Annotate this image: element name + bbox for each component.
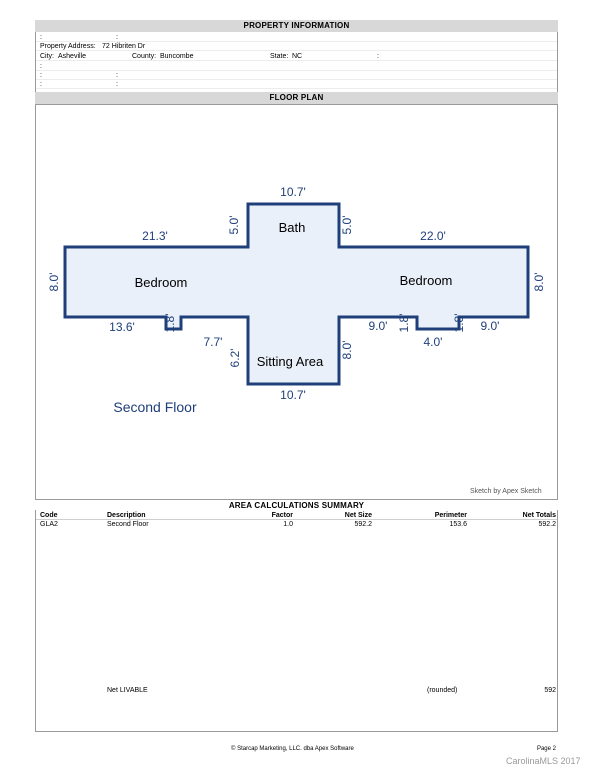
area-calc-header: AREA CALCULATIONS SUMMARY [35, 499, 558, 510]
cell-factor: 1.0 [283, 521, 293, 528]
net-livable-rounded-label: (rounded) [427, 687, 458, 694]
dimension-label: 5.0' [340, 215, 354, 235]
dimension-label: 8.0' [47, 272, 61, 292]
copyright-text: © Starcap Marketing, LLC. dba Apex Software [231, 746, 354, 752]
dimension-label: 21.3' [142, 229, 168, 243]
cell-perimeter: 153.6 [449, 521, 467, 528]
dimension-label: 8.0' [340, 340, 354, 360]
dimension-label: 9.0' [480, 319, 500, 333]
cell-net-size: 592.2 [354, 521, 372, 528]
floor-name-label: Second Floor [113, 399, 197, 415]
property-colon: : [116, 81, 118, 88]
dimension-label: 4.0' [423, 335, 443, 349]
dimension-label: 10.7' [280, 388, 306, 402]
column-header-description: Description [107, 512, 146, 519]
sketch-credit: Sketch by Apex Sketch [470, 488, 542, 495]
table-row [36, 520, 557, 529]
page-number: Page 2 [536, 746, 556, 752]
floor-plan-header: FLOOR PLAN [35, 92, 558, 104]
column-header-code: Code [40, 512, 58, 519]
room-label-bath: Bath [278, 220, 306, 235]
column-header-factor: Factor [271, 512, 293, 519]
net-livable-row [36, 686, 557, 695]
room-label-bedroom-right: Bedroom [399, 273, 453, 288]
dimension-label: 1.8' [163, 313, 177, 333]
property-colon: : [116, 34, 118, 41]
area-calc-column-headers [36, 511, 557, 520]
address-value: 72 Hibriten Dr [102, 43, 146, 50]
property-colon: : [116, 72, 118, 79]
property-colon: : [40, 63, 42, 70]
state-label: State: [270, 53, 289, 60]
column-header-perimeter: Perimeter [434, 512, 467, 519]
dimension-label: 1.8' [452, 313, 466, 333]
dimension-label: 6.2' [228, 348, 242, 368]
net-livable-value: 592 [544, 687, 556, 694]
dimension-label: 9.0' [368, 319, 388, 333]
city-value: Asheville [58, 53, 87, 60]
dimension-label: 5.0' [227, 215, 241, 235]
dimension-label: 8.0' [532, 272, 546, 292]
dimension-label: 13.6' [109, 320, 135, 334]
dimension-label: 22.0' [420, 229, 446, 243]
address-label: Property Address: [40, 43, 96, 50]
page-footer [35, 745, 558, 753]
property-info-header: PROPERTY INFORMATION [35, 20, 558, 32]
county-label: County: [132, 53, 157, 60]
watermark: CarolinaMLS 2017 [506, 756, 581, 766]
cell-net-totals: 592.2 [538, 521, 556, 528]
room-label-bedroom-left: Bedroom [134, 275, 188, 290]
column-header-net-size: Net Size [344, 512, 372, 519]
column-header-net-totals: Net Totals [522, 512, 556, 519]
county-value: Buncombe [160, 53, 194, 60]
dimension-label: 7.7' [203, 335, 223, 349]
property-colon: : [40, 34, 42, 41]
property-colon: : [377, 53, 379, 60]
cell-description: Second Floor [107, 521, 149, 528]
dimension-label: 10.7' [280, 185, 306, 199]
state-value: NC [292, 53, 303, 60]
property-colon: : [40, 72, 42, 79]
city-label: City: [40, 53, 54, 60]
property-colon: : [40, 81, 42, 88]
cell-code: GLA2 [40, 521, 58, 528]
dimension-label: 1.8' [397, 313, 411, 333]
net-livable-label: Net LIVABLE [107, 687, 148, 694]
room-label-sitting-area: Sitting Area [256, 354, 324, 369]
